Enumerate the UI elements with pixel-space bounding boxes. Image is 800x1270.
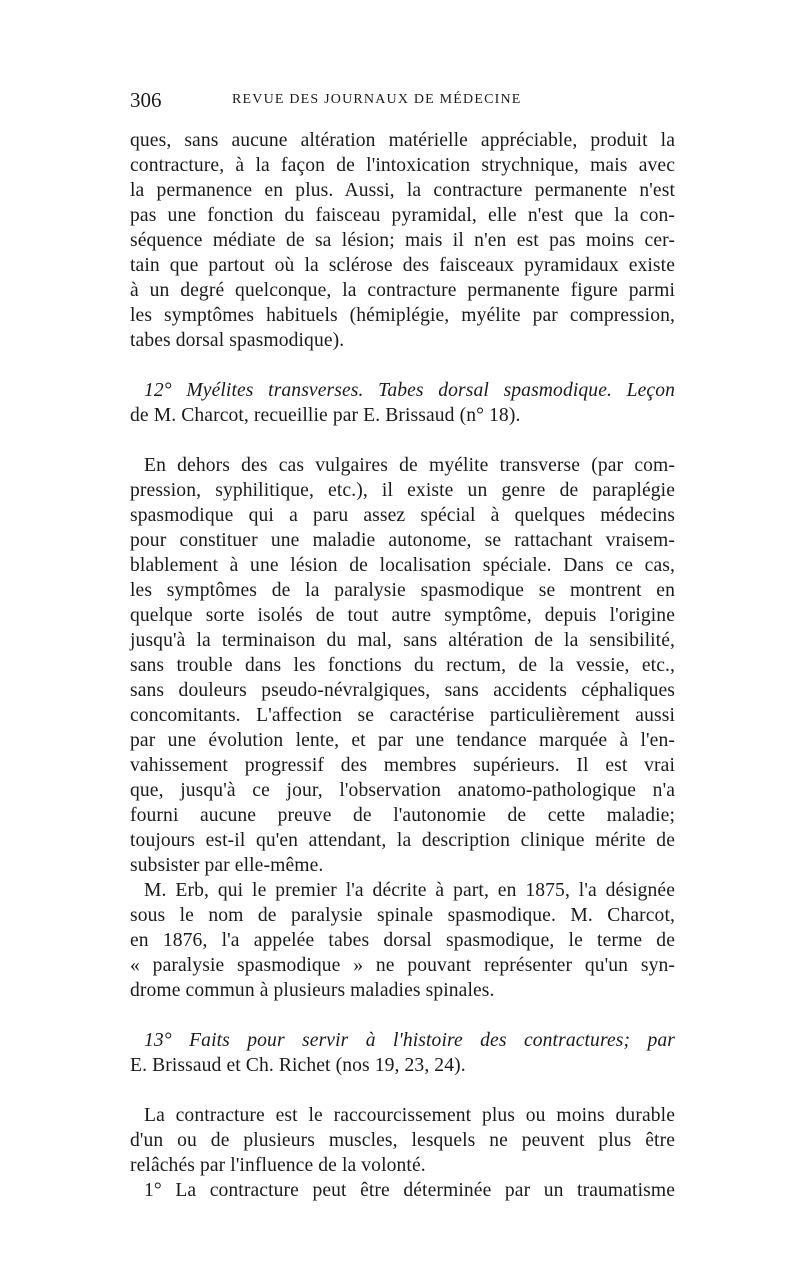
text-line: toujours est-il qu'en attendant, la description clinique mérite de [130,830,675,851]
text-line: ques, sans aucune altération matérielle appréciable, produit la [130,130,675,151]
text-line: spasmodique qui a paru assez spécial à quelques médecins [130,505,675,526]
text-line: jusqu'à la terminaison du mal, sans altération de la sensibilité, [130,630,675,651]
text-line: tain que partout où la sclérose des faisceaux pyramidaux existe [130,255,675,276]
book-page [130,88,675,1203]
paragraph-gap [130,428,675,453]
text-line: 1° La contracture peut être déterminée par un traumatisme [144,1180,675,1201]
text-line: contracture, à la façon de l'intoxication strychnique, mais avec [130,155,675,176]
section-heading-12-byline: de M. Charcot, recueillie par E. Brissaud (n° 18). [130,405,521,426]
text-line: sous le nom de paralysie spinale spasmodique. M. Charcot, [130,905,675,926]
text-line: sans trouble dans les fonctions du rectum, de la vessie, etc., [130,655,675,676]
text-line: quelque sorte isolés de tout autre symptôme, depuis l'origine [130,605,675,626]
section-heading-13-byline: E. Brissaud et Ch. Richet (nos 19, 23, 24). [130,1055,466,1076]
text-line: pour constituer une maladie autonome, se rattachant vraisem- [130,530,675,551]
text-line: pression, syphilitique, etc.), il existe un genre de paraplégie [130,480,675,501]
text-line: par une évolution lente, et par une tendance marquée à l'en- [130,730,675,751]
text-line: que, jusqu'à ce jour, l'observation anatomo-pathologique n'a [130,780,675,801]
text-line: tabes dorsal spasmodique). [130,330,345,351]
text-line: sans douleurs pseudo-névralgiques, sans accidents céphaliques [130,680,675,701]
text-line: subsister par elle-même. [130,855,324,876]
text-line: les symptômes de la paralysie spasmodique se montrent en [130,580,675,601]
section-heading-12: 12° Myélites transverses. Tabes dorsal spasmodique. Leçon [144,380,675,401]
text-line: pas une fonction du faisceau pyramidal, elle n'est que la con- [130,205,675,226]
text-line: les symptômes habituels (hémiplégie, myélite par compression, [130,305,675,326]
text-line: la permanence en plus. Aussi, la contracture permanente n'est [130,180,675,201]
text-line: La contracture est le raccourcissement plus ou moins durable [144,1105,675,1126]
text-line: fourni aucune preuve de l'autonomie de cette maladie; [130,805,675,826]
text-line: drome commun à plusieurs maladies spinales. [130,980,495,1001]
paragraph-gap [130,353,675,378]
section-heading-13: 13° Faits pour servir à l'histoire des contractures; par [144,1030,675,1051]
text-line: vahissement progressif des membres supérieurs. Il est vrai [130,755,675,776]
text-line: relâchés par l'influence de la volonté. [130,1155,426,1176]
text-line: en 1876, l'a appelée tabes dorsal spasmodique, le terme de [130,930,675,951]
paragraph-gap [130,1003,675,1028]
text-line: séquence médiate de sa lésion; mais il n'en est pas moins cer- [130,230,675,251]
text-line: M. Erb, qui le premier l'a décrite à part, en 1875, l'a désignée [144,880,675,901]
running-head: REVUE DES JOURNAUX DE MÉDECINE [232,92,522,107]
paragraph-gap [130,1078,675,1103]
text-line: En dehors des cas vulgaires de myélite transverse (par com- [144,455,675,476]
text-line: « paralysie spasmodique » ne pouvant représenter qu'un syn- [130,955,675,976]
page-number: 306 [130,88,162,112]
text-line: blablement à une lésion de localisation spéciale. Dans ce cas, [130,555,675,576]
page-body [130,128,675,1203]
text-line: concomitants. L'affection se caractérise particulièrement aussi [130,705,675,726]
text-line: à un degré quelconque, la contracture permanente figure parmi [130,280,675,301]
text-line: d'un ou de plusieurs muscles, lesquels ne peuvent plus être [130,1130,675,1151]
page-header [130,88,675,118]
